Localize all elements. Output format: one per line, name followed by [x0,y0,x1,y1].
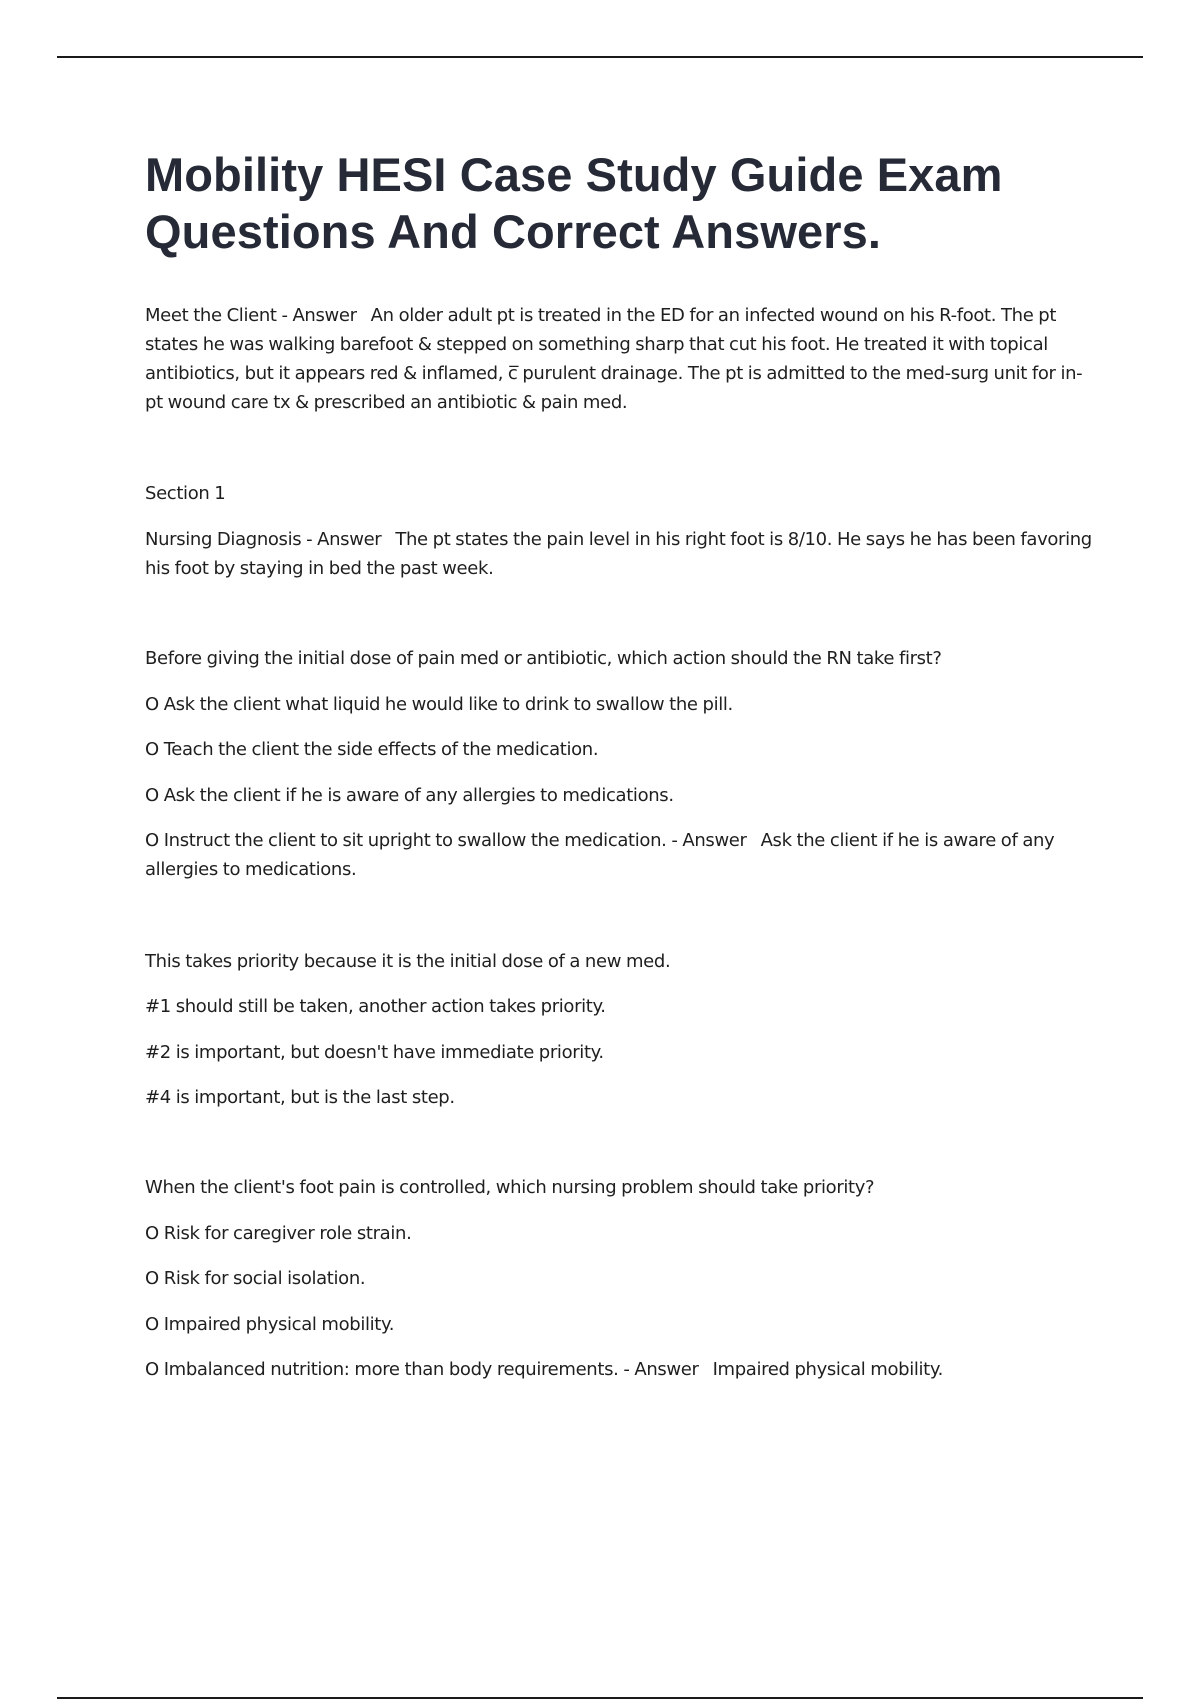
question-2-option: O Risk for social isolation. [145,1268,366,1289]
nursing-diagnosis-paragraph [145,525,1095,583]
document-title: Mobility HESI Case Study Guide Exam Questions And Correct Answers. [145,148,1003,258]
section-heading: Section 1 [145,483,226,504]
question-1-answer: Ask the client if he is aware of any allergies to medications. [145,830,1055,880]
rationale-line: #4 is important, but is the last step. [145,1087,455,1108]
question-1-option: O Ask the client if he is aware of any allergies to medications. [145,785,674,806]
nursing-diagnosis-label: Nursing Diagnosis - Answer [145,529,382,550]
question-2-answer: Impaired physical mobility. [712,1359,943,1380]
nursing-diagnosis-text: The pt states the pain level in his right foot is 8/10. He says he has been favoring his foot by staying in bed the past week. [145,529,1092,579]
meet-the-client-paragraph [145,301,1095,417]
top-rule [57,56,1143,58]
question-2-last-option-paragraph [145,1355,1095,1384]
rationale-line: This takes priority because it is the initial dose of a new med. [145,951,671,972]
meet-the-client-label: Meet the Client - Answer [145,305,357,326]
bottom-rule [57,1697,1143,1699]
question-2-prompt: When the client's foot pain is controlled, which nursing problem should take priority? [145,1177,875,1198]
question-2-option: O Impaired physical mobility. [145,1314,395,1335]
meet-the-client-text: An older adult pt is treated in the ED for an infected wound on his R-foot. The pt states he was walking barefoot & stepped on something sharp that cut his foot. He treated it with topical antibiotics, but it appears red & inflamed, c̅ purulent drainage. The pt is admitted to the med-surg unit for in-pt wound care tx & prescribed an antibiotic & pain med. [145,305,1083,413]
question-1-option: O Teach the client the side effects of the medication. [145,739,599,760]
question-2-option: O Imbalanced nutrition: more than body requirements. - Answer [145,1359,699,1380]
question-1-option: O Instruct the client to sit upright to swallow the medication. - Answer [145,830,747,851]
question-1-prompt: Before giving the initial dose of pain med or antibiotic, which action should the RN take first? [145,648,942,669]
rationale-line: #2 is important, but doesn't have immediate priority. [145,1042,604,1063]
rationale-line: #1 should still be taken, another action takes priority. [145,996,606,1017]
question-1-last-option-paragraph [145,826,1095,884]
question-1-option: O Ask the client what liquid he would like to drink to swallow the pill. [145,694,733,715]
question-2-option: O Risk for caregiver role strain. [145,1223,412,1244]
